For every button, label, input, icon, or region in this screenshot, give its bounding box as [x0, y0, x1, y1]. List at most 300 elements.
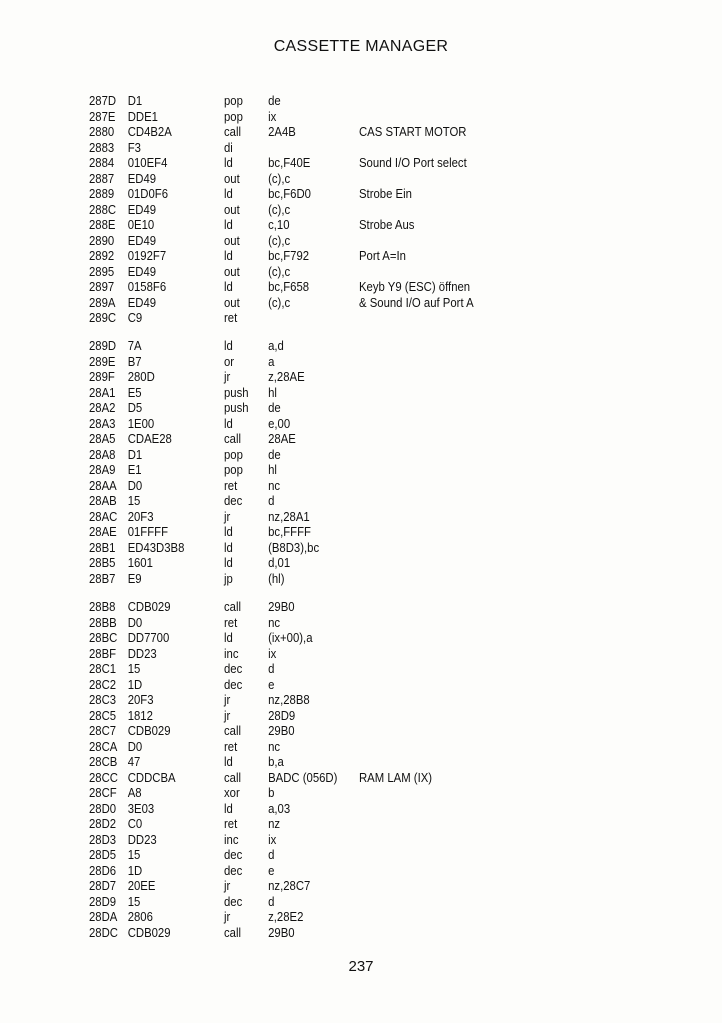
code-line — [89, 879, 593, 895]
mnemonic-cell: ret — [224, 478, 238, 493]
operand-cell: b — [268, 786, 275, 801]
address-cell: 28AE — [89, 525, 117, 540]
mnemonic-cell: jr — [224, 910, 231, 925]
address-cell: 28DC — [89, 925, 118, 940]
comment-cell — [359, 479, 539, 495]
operand-cell: a — [268, 354, 275, 369]
mnemonic-cell: xor — [224, 786, 240, 801]
address-cell: 28AA — [89, 478, 117, 493]
hex-bytes-cell: 20EE — [127, 879, 156, 894]
comment-cell — [359, 833, 539, 849]
comment-cell: Strobe Ein — [359, 187, 412, 202]
comment-cell — [359, 740, 539, 756]
operand-cell: nz — [268, 817, 281, 832]
address-cell: 28B1 — [89, 540, 116, 555]
mnemonic-cell: ld — [224, 187, 233, 202]
code-line — [89, 172, 593, 188]
code-line — [89, 817, 593, 833]
operand-cell: d — [268, 894, 275, 909]
mnemonic-cell: jr — [224, 370, 231, 385]
comment-cell: CAS START MOTOR — [359, 125, 467, 140]
code-line — [89, 479, 593, 495]
comment-cell: RAM LAM (IX) — [359, 770, 433, 785]
hex-bytes-cell: D0 — [127, 739, 143, 754]
hex-bytes-cell: 7A — [127, 339, 142, 354]
operand-cell: c,10 — [268, 218, 290, 233]
operand-cell: ix — [268, 109, 277, 124]
code-line — [89, 494, 593, 510]
hex-bytes-cell: CDDCBA — [127, 770, 176, 785]
mnemonic-cell: out — [224, 202, 240, 217]
mnemonic-cell: ld — [224, 280, 233, 295]
hex-bytes-cell: 3E03 — [127, 801, 155, 816]
code-line — [89, 755, 593, 771]
comment-cell — [359, 339, 539, 355]
address-cell: 2889 — [89, 187, 115, 202]
address-cell: 28AC — [89, 509, 118, 524]
code-line — [89, 265, 593, 281]
comment-cell — [359, 556, 539, 572]
mnemonic-cell: dec — [224, 863, 243, 878]
mnemonic-cell: jr — [224, 708, 231, 723]
hex-bytes-cell: 1D — [127, 863, 143, 878]
comment-cell — [359, 693, 539, 709]
hex-bytes-cell: 1812 — [127, 708, 153, 723]
comment-cell — [359, 525, 539, 541]
address-cell: 287D — [89, 94, 117, 108]
operand-cell: de — [268, 447, 281, 462]
operand-cell: b,a — [268, 755, 284, 770]
address-cell: 2890 — [89, 233, 115, 248]
code-line — [89, 218, 593, 234]
comment-cell — [359, 234, 539, 250]
comment-cell — [359, 910, 539, 926]
hex-bytes-cell: D5 — [127, 401, 143, 416]
mnemonic-cell: jr — [224, 879, 231, 894]
comment-cell — [359, 647, 539, 663]
address-cell: 28A8 — [89, 447, 116, 462]
operand-cell: 29B0 — [268, 724, 295, 739]
operand-cell: nc — [268, 739, 281, 754]
hex-bytes-cell: C9 — [127, 311, 143, 326]
mnemonic-cell: dec — [224, 848, 243, 863]
comment-cell — [359, 355, 539, 371]
comment-cell — [359, 572, 539, 588]
operand-cell: 28AE — [268, 432, 296, 447]
mnemonic-cell: di — [224, 140, 233, 155]
comment-cell — [359, 541, 539, 557]
code-line — [89, 572, 593, 588]
code-line — [89, 926, 593, 942]
page-title: CASSETTE MANAGER — [273, 38, 449, 55]
comment-cell — [359, 895, 539, 911]
comment-cell: Strobe Aus — [359, 218, 415, 233]
comment-cell: Port A=In — [359, 249, 406, 264]
hex-bytes-cell: D0 — [127, 615, 143, 630]
mnemonic-cell: ld — [224, 156, 233, 171]
address-cell: 28C5 — [89, 708, 117, 723]
operand-cell: hl — [268, 385, 277, 400]
mnemonic-cell: ld — [224, 416, 233, 431]
operand-cell — [268, 311, 359, 327]
comment-cell — [359, 926, 539, 942]
code-line — [89, 141, 593, 157]
comment-cell — [359, 864, 539, 880]
hex-bytes-cell: 20F3 — [127, 693, 154, 708]
code-line — [89, 848, 593, 864]
comment-cell — [359, 386, 539, 402]
hex-bytes-cell: CDB029 — [127, 724, 171, 739]
hex-bytes-cell: 15 — [127, 662, 141, 677]
code-line — [89, 386, 593, 402]
hex-bytes-cell: DDE1 — [127, 109, 158, 124]
hex-bytes-cell: 2806 — [127, 910, 153, 925]
comment-cell — [359, 678, 539, 694]
hex-bytes-cell: E5 — [127, 385, 142, 400]
address-cell: 28D2 — [89, 817, 117, 832]
mnemonic-cell: pop — [224, 109, 243, 124]
comment-cell — [359, 631, 539, 647]
operand-cell: 28D9 — [268, 708, 296, 723]
comment-cell — [359, 494, 539, 510]
mnemonic-cell: pop — [224, 94, 243, 108]
code-line — [89, 786, 593, 802]
address-cell: 28A9 — [89, 463, 116, 478]
hex-bytes-cell: 47 — [127, 755, 141, 770]
address-cell: 2892 — [89, 249, 115, 264]
mnemonic-cell: dec — [224, 894, 243, 909]
mnemonic-cell: push — [224, 401, 249, 416]
comment-cell — [359, 448, 539, 464]
code-line — [89, 187, 593, 203]
operand-cell: z,28E2 — [268, 910, 304, 925]
mnemonic-cell: call — [224, 925, 242, 940]
address-cell: 289F — [89, 370, 115, 385]
hex-bytes-cell: ED49 — [127, 202, 157, 217]
operand-cell: bc,FFFF — [268, 525, 311, 540]
operand-cell: nc — [268, 478, 281, 493]
code-line — [89, 802, 593, 818]
operand-cell: e,00 — [268, 416, 291, 431]
operand-cell: ix — [268, 646, 277, 661]
address-cell: 28DA — [89, 910, 118, 925]
address-cell: 28D3 — [89, 832, 117, 847]
mnemonic-cell: ret — [224, 311, 238, 326]
address-cell: 2895 — [89, 264, 115, 279]
address-cell: 28D0 — [89, 801, 117, 816]
comment-cell — [359, 401, 539, 417]
operand-cell: e — [268, 863, 275, 878]
operand-cell: de — [268, 401, 281, 416]
comment-cell: & Sound I/O auf Port A — [359, 295, 474, 310]
address-cell: 28A3 — [89, 416, 116, 431]
mnemonic-cell: dec — [224, 677, 243, 692]
comment-cell — [359, 724, 539, 740]
mnemonic-cell: out — [224, 295, 240, 310]
code-line — [89, 631, 593, 647]
operand-cell: (hl) — [268, 571, 285, 586]
mnemonic-cell: inc — [224, 646, 239, 661]
mnemonic-cell: ld — [224, 755, 233, 770]
hex-bytes-cell: D0 — [127, 478, 143, 493]
address-cell: 28C2 — [89, 677, 117, 692]
address-cell: 28BB — [89, 615, 117, 630]
operand-cell: a,03 — [268, 801, 291, 816]
mnemonic-cell: out — [224, 264, 240, 279]
code-line — [89, 125, 593, 141]
operand-cell: bc,F6D0 — [268, 187, 311, 202]
page-number: 237 — [348, 958, 374, 975]
code-line — [89, 417, 593, 433]
operand-cell: bc,F658 — [268, 280, 310, 295]
comment-cell — [359, 510, 539, 526]
comment-cell: Sound I/O Port select — [359, 156, 467, 171]
code-line — [89, 771, 593, 787]
mnemonic-cell: jr — [224, 509, 231, 524]
hex-bytes-cell: 0158F6 — [127, 280, 167, 295]
mnemonic-cell: dec — [224, 494, 243, 509]
code-line — [89, 740, 593, 756]
code-line — [89, 709, 593, 725]
comment-cell — [359, 709, 539, 725]
mnemonic-cell: out — [224, 171, 240, 186]
hex-bytes-cell: A8 — [127, 786, 142, 801]
comment-cell — [359, 417, 539, 433]
comment-cell — [359, 879, 539, 895]
address-cell: 28BF — [89, 646, 117, 661]
code-line — [89, 600, 593, 616]
hex-bytes-cell: CDB029 — [127, 925, 171, 940]
code-line — [89, 864, 593, 880]
operand-cell: (ix+00),a — [268, 631, 313, 646]
code-line — [89, 541, 593, 557]
mnemonic-cell: ld — [224, 339, 233, 354]
address-cell: 2897 — [89, 280, 115, 295]
hex-bytes-cell: 1D — [127, 677, 143, 692]
operand-cell: d,01 — [268, 556, 291, 571]
address-cell: 289C — [89, 311, 117, 326]
code-line — [89, 693, 593, 709]
address-cell: 289E — [89, 354, 116, 369]
hex-bytes-cell: E1 — [127, 463, 142, 478]
mnemonic-cell: call — [224, 724, 242, 739]
comment-cell — [359, 311, 539, 327]
mnemonic-cell: pop — [224, 447, 243, 462]
hex-bytes-cell: 01D0F6 — [127, 187, 169, 202]
code-line — [89, 616, 593, 632]
hex-bytes-cell: ED49 — [127, 264, 157, 279]
code-line — [89, 234, 593, 250]
address-cell: 288C — [89, 202, 117, 217]
hex-bytes-cell: F3 — [127, 140, 141, 155]
comment-cell — [359, 203, 539, 219]
operand-cell: (B8D3),bc — [268, 540, 320, 555]
address-cell: 28D9 — [89, 894, 117, 909]
code-line — [89, 311, 593, 327]
hex-bytes-cell: DD7700 — [127, 631, 170, 646]
hex-bytes-cell: C0 — [127, 817, 143, 832]
code-block — [89, 339, 649, 587]
mnemonic-cell: ld — [224, 801, 233, 816]
address-cell: 28CC — [89, 770, 118, 785]
hex-bytes-cell: 15 — [127, 894, 141, 909]
comment-cell — [359, 110, 539, 126]
address-cell: 287E — [89, 109, 116, 124]
mnemonic-cell: jp — [224, 571, 233, 586]
mnemonic-cell: call — [224, 125, 242, 140]
code-line — [89, 110, 593, 126]
hex-bytes-cell: 0E10 — [127, 218, 155, 233]
comment-cell — [359, 370, 539, 386]
address-cell: 28C7 — [89, 724, 117, 739]
operand-cell: (c),c — [268, 202, 291, 217]
address-cell: 28B8 — [89, 599, 116, 614]
code-line — [89, 401, 593, 417]
address-cell: 288E — [89, 218, 116, 233]
mnemonic-cell: ld — [224, 556, 233, 571]
comment-cell — [359, 786, 539, 802]
operand-cell: bc,F40E — [268, 156, 311, 171]
hex-bytes-cell: 1E00 — [127, 416, 155, 431]
comment-cell: Keyb Y9 (ESC) öffnen — [359, 280, 471, 295]
comment-cell — [359, 463, 539, 479]
code-line — [89, 556, 593, 572]
code-line — [89, 910, 593, 926]
code-line — [89, 249, 593, 265]
address-cell: 28B5 — [89, 556, 116, 571]
operand-cell: e — [268, 677, 275, 692]
code-line — [89, 895, 593, 911]
comment-cell — [359, 817, 539, 833]
address-cell: 28D6 — [89, 863, 117, 878]
comment-cell — [359, 755, 539, 771]
comment-cell — [359, 94, 539, 110]
code-line — [89, 203, 593, 219]
mnemonic-cell: or — [224, 354, 235, 369]
hex-bytes-cell: DD23 — [127, 646, 157, 661]
comment-cell — [359, 141, 539, 157]
hex-bytes-cell: ED43D3B8 — [127, 540, 185, 555]
address-cell: 2880 — [89, 125, 115, 140]
mnemonic-cell: ld — [224, 218, 233, 233]
operand-cell: (c),c — [268, 264, 291, 279]
code-line — [89, 296, 593, 312]
hex-bytes-cell: 280D — [127, 370, 155, 385]
operand-cell: nz,28C7 — [268, 879, 311, 894]
mnemonic-cell: ret — [224, 615, 238, 630]
hex-bytes-cell: B7 — [127, 354, 142, 369]
operand-cell: BADC (056D) — [268, 770, 338, 785]
code-line — [89, 339, 593, 355]
comment-cell — [359, 265, 539, 281]
hex-bytes-cell: ED49 — [127, 295, 157, 310]
mnemonic-cell: push — [224, 385, 249, 400]
operand-cell: d — [268, 662, 275, 677]
address-cell: 289A — [89, 295, 116, 310]
code-line — [89, 432, 593, 448]
code-block — [89, 94, 649, 327]
code-block — [89, 600, 649, 941]
mnemonic-cell: ld — [224, 249, 233, 264]
comment-cell — [359, 432, 539, 448]
hex-bytes-cell: D1 — [127, 94, 143, 108]
mnemonic-cell: ret — [224, 817, 238, 832]
code-line — [89, 355, 593, 371]
operand-cell: 2A4B — [268, 125, 296, 140]
operand-cell: a,d — [268, 339, 284, 354]
operand-cell: 29B0 — [268, 925, 295, 940]
hex-bytes-cell: ED49 — [127, 171, 157, 186]
code-line — [89, 678, 593, 694]
comment-cell — [359, 662, 539, 678]
operand-cell: nz,28B8 — [268, 693, 310, 708]
operand-cell: d — [268, 848, 275, 863]
mnemonic-cell: ld — [224, 631, 233, 646]
code-line — [89, 647, 593, 663]
mnemonic-cell: inc — [224, 832, 239, 847]
hex-bytes-cell: D1 — [127, 447, 143, 462]
operand-cell: (c),c — [268, 171, 291, 186]
code-line — [89, 463, 593, 479]
address-cell: 28C3 — [89, 693, 117, 708]
disassembly-listing — [89, 94, 649, 954]
hex-bytes-cell: 1601 — [127, 556, 153, 571]
hex-bytes-cell: DD23 — [127, 832, 157, 847]
mnemonic-cell: ld — [224, 525, 233, 540]
address-cell: 28A2 — [89, 401, 116, 416]
hex-bytes-cell: 0192F7 — [127, 249, 167, 264]
operand-cell — [268, 141, 359, 157]
address-cell: 28D5 — [89, 848, 117, 863]
address-cell: 2887 — [89, 171, 115, 186]
address-cell: 28C1 — [89, 662, 117, 677]
comment-cell — [359, 172, 539, 188]
code-line — [89, 724, 593, 740]
operand-cell: ix — [268, 832, 277, 847]
comment-cell — [359, 616, 539, 632]
comment-cell — [359, 802, 539, 818]
operand-cell: 29B0 — [268, 599, 295, 614]
hex-bytes-cell: 20F3 — [127, 509, 154, 524]
hex-bytes-cell: E9 — [127, 571, 142, 586]
hex-bytes-cell: CDAE28 — [127, 432, 172, 447]
address-cell: 2884 — [89, 156, 115, 171]
code-line — [89, 370, 593, 386]
hex-bytes-cell: ED49 — [127, 233, 157, 248]
address-cell: 28BC — [89, 631, 118, 646]
mnemonic-cell: pop — [224, 463, 243, 478]
operand-cell: (c),c — [268, 233, 291, 248]
address-cell: 28CA — [89, 739, 118, 754]
code-line — [89, 525, 593, 541]
code-line — [89, 280, 593, 296]
mnemonic-cell: jr — [224, 693, 231, 708]
comment-cell — [359, 848, 539, 864]
operand-cell: de — [268, 94, 281, 108]
code-line — [89, 156, 593, 172]
code-line — [89, 662, 593, 678]
hex-bytes-cell: 15 — [127, 848, 141, 863]
address-cell: 289D — [89, 339, 117, 354]
address-cell: 28A1 — [89, 385, 116, 400]
hex-bytes-cell: 15 — [127, 494, 141, 509]
operand-cell: bc,F792 — [268, 249, 310, 264]
mnemonic-cell: call — [224, 599, 242, 614]
address-cell: 28B7 — [89, 571, 116, 586]
address-cell: 28CF — [89, 786, 117, 801]
operand-cell: nz,28A1 — [268, 509, 310, 524]
hex-bytes-cell: CD4B2A — [127, 125, 172, 140]
